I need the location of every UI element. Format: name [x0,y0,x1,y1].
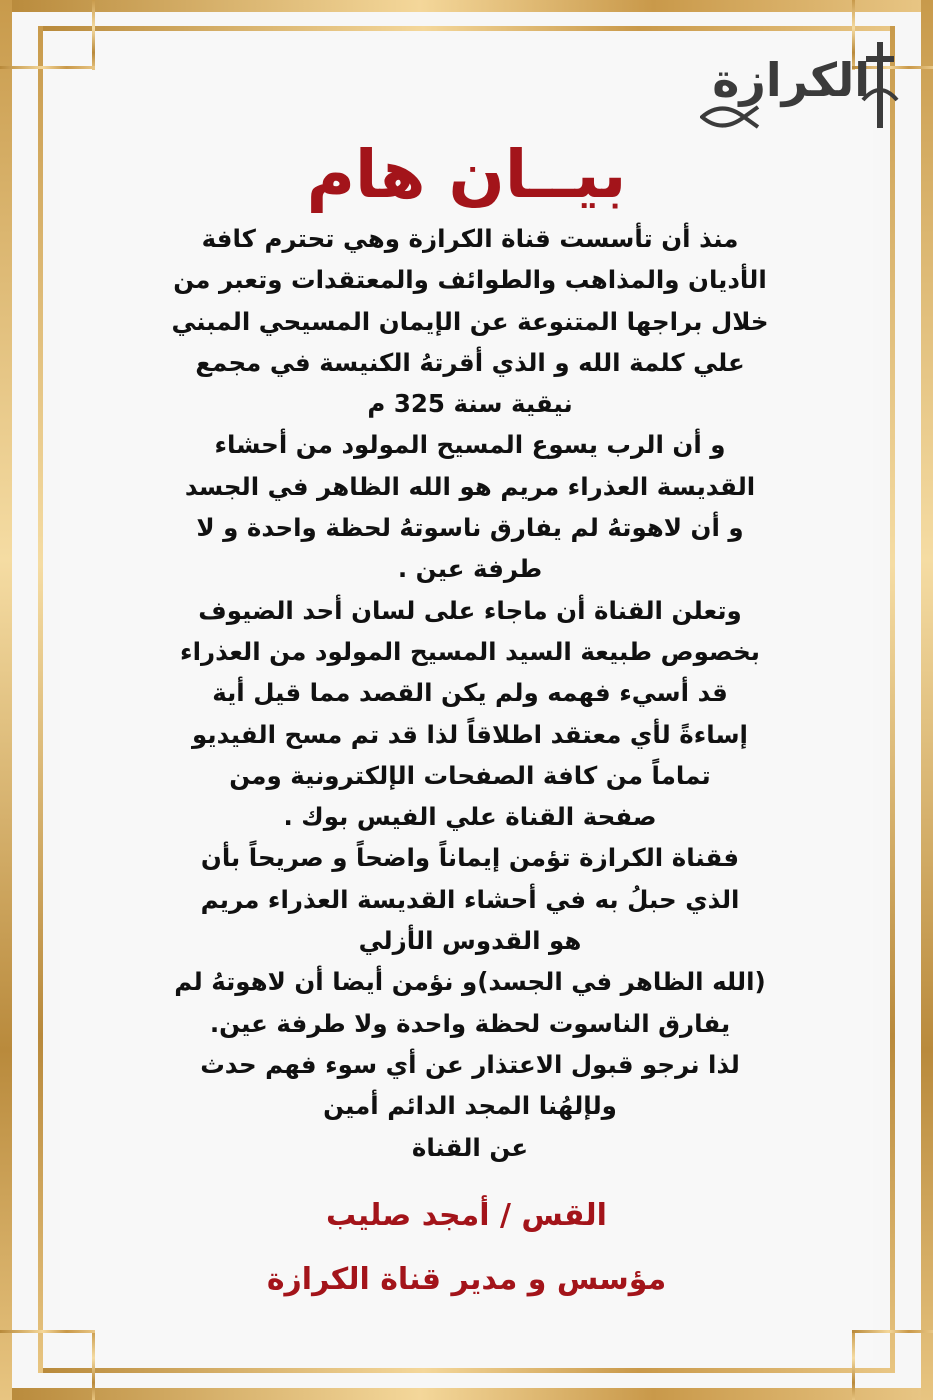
page-title: بيــان هام [306,136,627,213]
body-line: و أن لاهوتهُ لم يفارق ناسوتهُ لحظة واحدة و لا [196,513,744,543]
body-line: ولإلهُنا المجد الدائم أمين [323,1091,617,1121]
frame-corner-line [852,1330,855,1400]
body-line: نيقية سنة 325 م [367,389,573,419]
frame-inner-top [38,26,895,31]
body-line: هو القدوس الأزلي [358,926,582,956]
frame-corner-line [852,1330,933,1333]
body-line: تماماً من كافة الصفحات الإلكترونية ومن [229,760,711,790]
body-line: قد أسيء فهمه ولم يكن القصد مما قيل أية [212,678,728,708]
body-line: عن القناة [411,1132,529,1162]
signature-role: مؤسس و مدير قناة الكرازة [266,1262,667,1297]
channel-logo [700,40,910,120]
body-line: القديسة العذراء مريم هو الله الظاهر في الجسد [184,471,756,501]
frame-inner-left [38,26,43,1373]
body-line: وتعلن القناة أن ماجاء على لسان أحد الضيوف [198,595,742,625]
body-line: فقناة الكرازة تؤمن إيماناً واضحاً و صريحاً بأن [200,843,740,873]
frame-outer-top [0,0,933,12]
frame-corner-line [92,0,95,70]
body-line: الذي حبلُ به في أحشاء القديسة العذراء مريم [200,884,740,914]
frame-corner-line [0,66,95,69]
frame-inner-bottom [38,1368,895,1373]
body-line: صفحة القناة علي الفيس بوك . [283,802,657,832]
statement-body [80,218,860,1168]
body-line: منذ أن تأسست قناة الكرازة وهي تحترم كافة [201,224,739,253]
body-line: علي كلمة الله و الذي أقرتهُ الكنيسة في مجمع [195,347,745,377]
signature-name: القس / أمجد صليب [326,1198,607,1233]
body-line: خلال براجها المتنوعة عن الإيمان المسيحي المبني [171,306,769,336]
logo-text: الكرازة [712,53,870,107]
body-line: إساءةً لأي معتقد اطلاقاً لذا قد تم مسح الفيديو [192,719,748,749]
body-line: و أن الرب يسوع المسيح المولود من أحشاء [214,430,726,460]
body-line: بخصوص طبيعة السيد المسيح المولود من العذراء [180,636,760,666]
frame-outer-bottom [0,1388,933,1400]
frame-inner-right [890,26,895,1373]
body-line: الأديان والمذاهب والطوائف والمعتقدات وتعبر من [173,265,767,295]
body-line: (الله الظاهر في الجسد)و نؤمن أيضا أن لاهوتهُ لم [174,967,766,997]
frame-corner-line [92,1330,95,1400]
body-line: لذا نرجو قبول الاعتذار عن أي سوء فهم حدث [200,1049,740,1079]
body-line: يفارق الناسوت لحظة واحدة ولا طرفة عين. [209,1008,731,1038]
frame-corner-line [0,1330,95,1333]
body-line: طرفة عين . [397,554,543,584]
